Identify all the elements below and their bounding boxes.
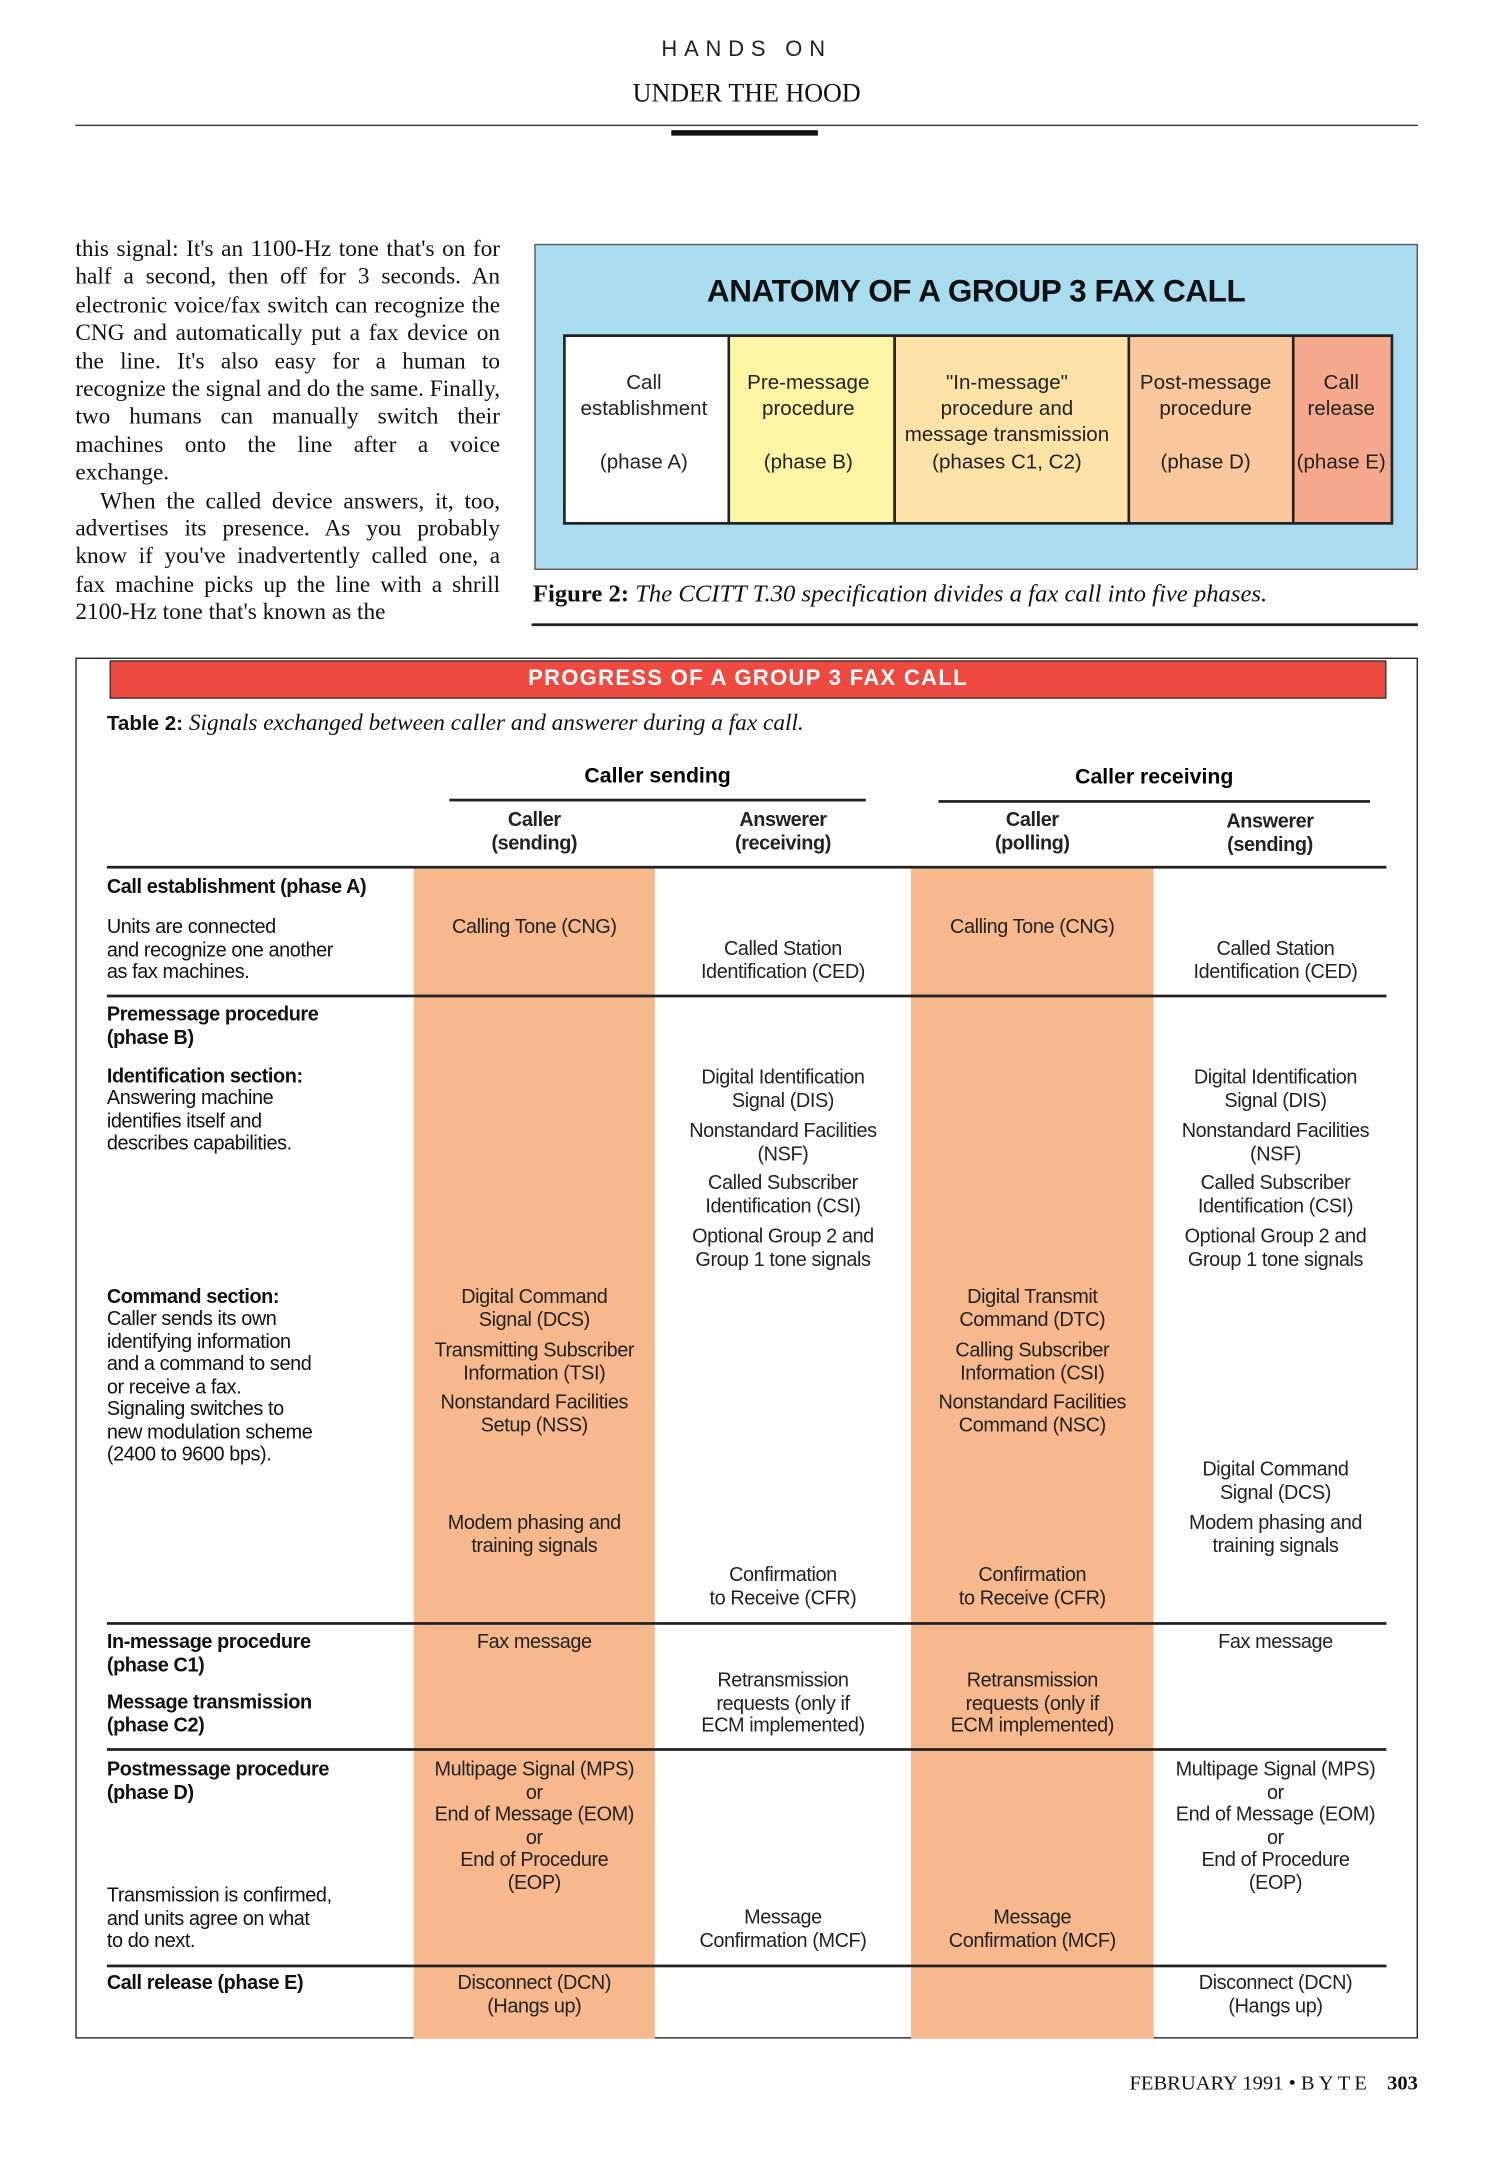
signal-cell: Digital Identification Signal (DIS) — [1193, 1067, 1358, 1112]
row-label-phase-d: Postmessage procedure (phase D) — [106, 1759, 329, 1804]
signal-cell: Calling Tone (CNG) — [452, 916, 617, 939]
header-rule — [75, 125, 1418, 126]
figure-title: ANATOMY OF A GROUP 3 FAX CALL — [706, 272, 1246, 309]
group-rule — [938, 800, 1370, 802]
identification-section-desc: Answering machine identifies itself and describes capabilities. — [106, 1087, 292, 1155]
signal-cell: Called Station Identification (CED) — [1193, 938, 1358, 983]
figure-anatomy — [534, 244, 1418, 570]
row-desc-phase-d: Transmission is confirmed, and units agree on what to do next. — [106, 1885, 332, 1953]
section-header: HANDS ON — [661, 38, 832, 62]
signal-cell: Optional Group 2 and Group 1 tone signals — [692, 1226, 874, 1271]
phase-c-label: "In-message" procedure and message transmission — [904, 371, 1110, 447]
magazine-name: BYTE — [1300, 2072, 1372, 2095]
signal-cell: Called Subscriber Identification (CSI) — [1197, 1172, 1354, 1218]
signal-cell: Digital Identification Signal (DIS) — [701, 1067, 865, 1112]
signal-cell: Modem phasing and training signals — [447, 1512, 621, 1558]
table-caption — [107, 710, 804, 737]
table-caption-text: Signals exchanged between caller and answerer during a fax call. — [188, 709, 804, 736]
row-label-phase-b: Premessage procedure (phase B) — [106, 1004, 319, 1049]
signal-cell: Retransmission requests (only if ECM implemented) — [701, 1670, 865, 1738]
phase-e-label: Call release — [1307, 371, 1375, 421]
subsection-header: UNDER THE HOOD — [632, 79, 861, 109]
phase-d-id: (phase D) — [1160, 450, 1251, 475]
signal-cell: Nonstandard Facilities Command (NSC) — [938, 1391, 1127, 1437]
column-header: Answerer (sending) — [1226, 811, 1314, 856]
phase-b-label: Pre-message procedure — [747, 371, 870, 421]
signal-cell: Nonstandard Facilities Setup (NSS) — [440, 1391, 629, 1437]
row-label-phase-c2: Message transmission (phase C2) — [106, 1691, 312, 1737]
signal-cell: Called Subscriber Identification (CSI) — [705, 1172, 861, 1218]
table-banner: PROGRESS OF A GROUP 3 FAX CALL — [110, 660, 1387, 698]
signal-cell: Disconnect (DCN) (Hangs up) — [1198, 1972, 1353, 2018]
row-rule — [107, 1748, 1387, 1750]
signal-cell: Confirmation to Receive (CFR) — [958, 1564, 1106, 1610]
phase-c-id: (phases C1, C2) — [932, 450, 1082, 475]
signal-cell: Multipage Signal (MPS) or End of Message (EOM) or End of Procedure (EOP) — [434, 1759, 635, 1895]
signal-cell: Fax message — [476, 1631, 592, 1654]
signal-cell: Calling Tone (CNG) — [950, 916, 1115, 939]
row-rule — [107, 995, 1387, 997]
figure-caption — [533, 580, 1267, 609]
signal-cell: Calling Subscriber Information (CSI) — [955, 1339, 1110, 1385]
table-caption-label: Table 2: — [106, 712, 184, 736]
row-label-phase-c1: In-message procedure (phase C1) — [106, 1631, 311, 1677]
group-rule — [449, 799, 865, 801]
row-label-phase-e: Call release (phase E) — [106, 1972, 304, 1995]
column-header: Caller (polling) — [994, 809, 1070, 855]
row-rule — [107, 1622, 1387, 1624]
signal-cell: Optional Group 2 and Group 1 tone signals — [1184, 1226, 1367, 1271]
row-rule — [107, 1965, 1387, 1967]
group-caller-sending: Caller sending — [584, 764, 731, 788]
signal-cell: Called Station Identification (CED) — [700, 938, 865, 983]
phase-e-id: (phase E) — [1296, 450, 1386, 475]
column-header: Caller (sending) — [491, 809, 578, 855]
signal-cell: Digital Command Signal (DCS) — [1202, 1459, 1349, 1504]
issue-date: FEBRUARY 1991 — [1129, 2072, 1284, 2095]
phase-d-label: Post-message procedure — [1139, 371, 1272, 421]
bullet: • — [1288, 2072, 1296, 2095]
signal-cell: Message Confirmation (MCF) — [948, 1907, 1116, 1952]
identification-section-title: Identification section: — [106, 1065, 303, 1088]
signal-cell: Nonstandard Facilities (NSF) — [689, 1120, 877, 1166]
signal-cell: Digital Command Signal (DCS) — [461, 1286, 608, 1331]
signal-cell: Message Confirmation (MCF) — [699, 1907, 867, 1952]
column-caller-polling-shade — [911, 867, 1153, 2038]
header-bar — [671, 130, 818, 135]
article-text — [75, 236, 500, 627]
caption-rule — [532, 623, 1418, 625]
signal-cell: Retransmission requests (only if ECM implemented) — [950, 1670, 1115, 1738]
phase-b-id: (phase B) — [763, 450, 853, 475]
paragraph: this signal: It's an 1100-Hz tone that's on for half a second, then off for 3 seconds. An electronic voice/fax switch can recognize the CNG and automatically put a fax device on the line. It's also easy for a human to recognize the signal and do the same. Finally, two humans can manually switch their machines onto the line after a voice exchange. — [75, 235, 501, 486]
page-footer — [1129, 2073, 1417, 2096]
column-header: Answerer (receiving) — [734, 809, 831, 855]
signal-cell: Multipage Signal (MPS) or End of Message (EOM) or End of Procedure (EOP) — [1175, 1759, 1376, 1895]
command-section-desc: Caller sends its own identifying information and a command to send or receive a fax. Signaling switches to new modulation scheme (2400 to 9600 bps). — [106, 1308, 313, 1466]
row-rule — [107, 866, 1387, 868]
phase-a-id: (phase A) — [599, 450, 688, 475]
page-number: 303 — [1387, 2072, 1418, 2095]
signal-cell: Modem phasing and training signals — [1188, 1512, 1362, 1558]
signal-cell: Disconnect (DCN) (Hangs up) — [457, 1972, 612, 2018]
figure-caption-label: Figure 2: — [532, 579, 630, 607]
signal-cell: Digital Transmit Command (DTC) — [959, 1286, 1106, 1331]
row-label-phase-a: Call establishment (phase A) — [106, 876, 367, 899]
signal-cell: Transmitting Subscriber Information (TSI) — [434, 1339, 635, 1385]
signal-cell: Confirmation to Receive (CFR) — [709, 1564, 857, 1610]
figure-caption-text: The CCITT T.30 specification divides a fax call into five phases. — [635, 579, 1268, 607]
signal-cell: Nonstandard Facilities (NSF) — [1181, 1120, 1370, 1166]
group-caller-receiving: Caller receiving — [1075, 765, 1234, 790]
paragraph: When the called device answers, it, too, advertises its presence. As you probably know if you've inadvertently called one, a fax machine picks up the line with a shrill 2100-Hz tone that's known as the — [75, 487, 501, 626]
row-desc-phase-a: Units are connected and recognize one another as fax machines. — [106, 916, 333, 984]
signal-cell: Fax message — [1218, 1631, 1333, 1654]
phase-a-label: Call establishment — [580, 371, 708, 421]
command-section-title: Command section: — [106, 1286, 280, 1309]
